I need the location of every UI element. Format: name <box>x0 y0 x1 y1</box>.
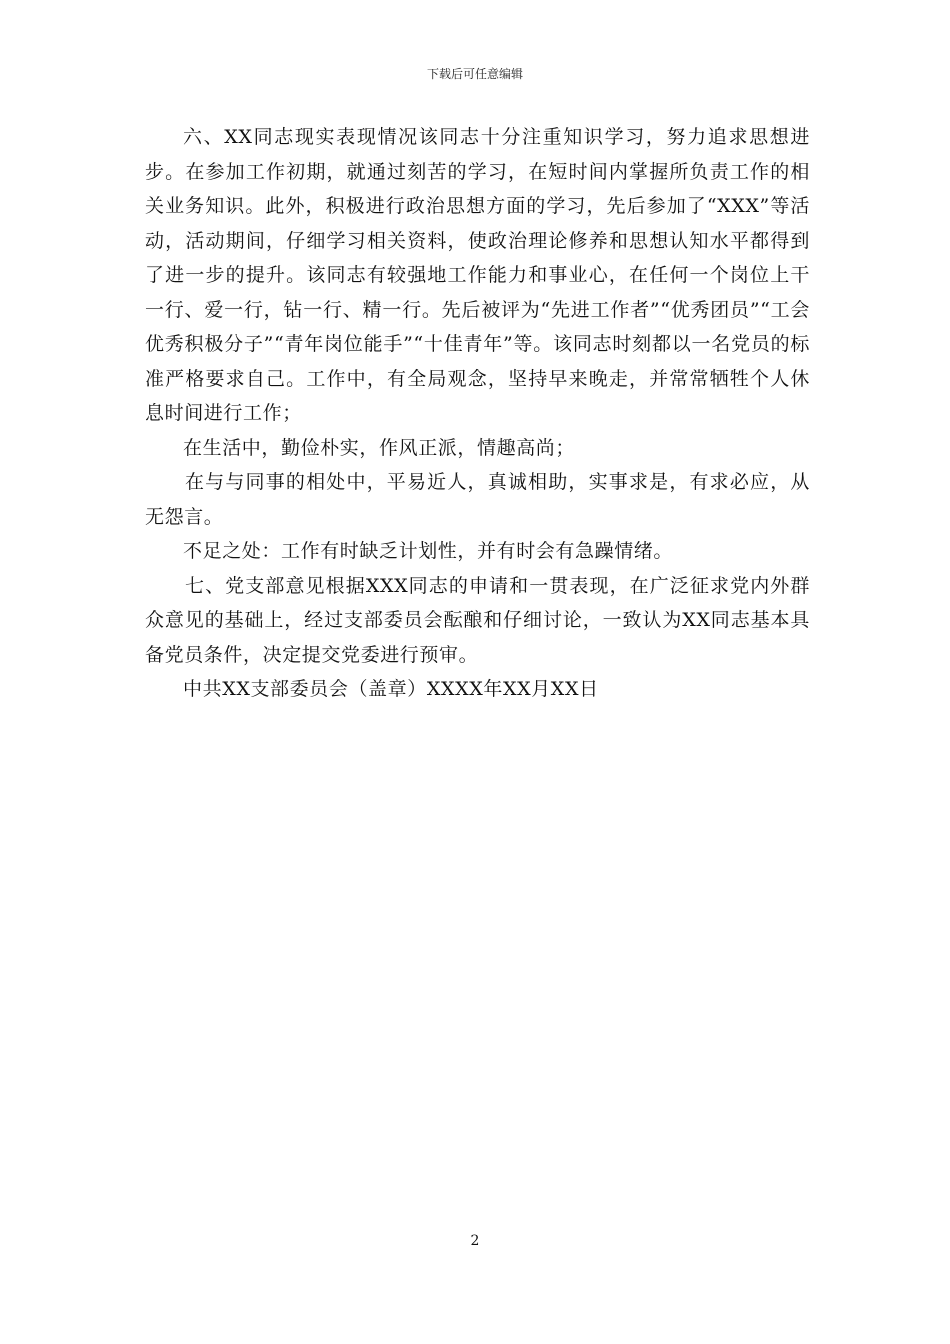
paragraph-shortcomings: 不足之处：工作有时缺乏计划性，并有时会有急躁情绪。 <box>183 540 674 562</box>
page-number: 2 <box>470 1233 480 1249</box>
paragraph-life: 在生活中，勤俭朴实，作风正派，情趣高尚； <box>183 436 576 459</box>
paragraph-performance: 六、XX同志现实表现情况该同志十分注重知识学习，努力追求思想进步。在参加工作初期，就通过刻苦的学习，在短时间内掌握所负责工作的相关业务知识。此外，积极进行政治思想方面的学习，先后参加了“XXX”等活动，活动期间，仔细学习相关资料，使政治理论修养和思想认知水平都得到了进一步的提升。该同志有较强地工作能力和事业心，在任何一个岗位上干一行、爱一行，钻一行、精一行。先后被评为“先进工作者”“优秀团员”“工会优秀积极分子”“青年岗位能手”“十佳青年”等。该同志时刻都以一名党员的标准严格要求自己。工作中，有全局观念，坚持早来晚走，并常常牺牲个人休息时间进行工作； <box>145 126 810 424</box>
paragraph-colleagues: 在与与同事的相处中，平易近人，真诚相助，实事求是，有求必应，从无怨言。 <box>145 471 810 528</box>
document-body <box>145 120 810 707</box>
paragraph-branch-opinion: 七、党支部意见根据XXX同志的申请和一贯表现，在广泛征求党内外群众意见的基础上，经过支部委员会酝酿和仔细讨论，一致认为XX同志基本具备党员条件，决定提交党委进行预审。 <box>145 574 810 666</box>
signature-line: 中共XX支部委员会（盖章）XXXX年XX月XX日 <box>183 678 599 700</box>
download-note: 下载后可任意编辑 <box>426 67 523 81</box>
